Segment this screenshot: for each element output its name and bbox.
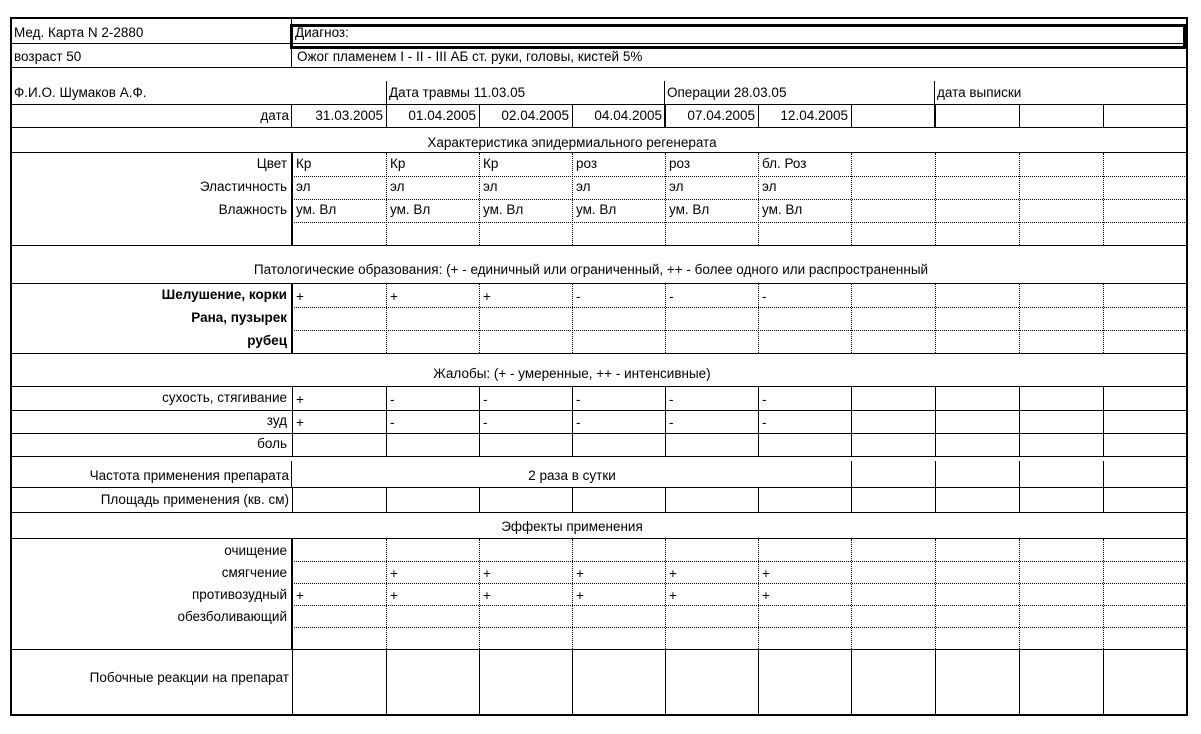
pathology-cell (576, 333, 663, 353)
column-rule (665, 387, 666, 456)
pathology-cell (762, 310, 849, 330)
complaints-row-label: сухость, стягивание (162, 390, 287, 405)
pathology-title: Патологические образования: (+ - единичный или ограниченный, ++ - более одного или распространенный (253, 262, 929, 277)
effects-cell (390, 630, 477, 650)
complaints-cell (669, 436, 756, 456)
effects-cell: + (390, 588, 398, 603)
column-rule (479, 649, 480, 715)
column-rule (665, 487, 666, 512)
regenerate-cell: роз (669, 156, 691, 171)
effects-row-label: смягчение (221, 565, 287, 580)
regenerate-cell (936, 154, 1018, 174)
complaints-cell: - (483, 392, 488, 407)
dotted-column-rule (479, 284, 480, 353)
column-rule (291, 539, 292, 649)
column-rule (851, 649, 852, 715)
side-effects-label: Побочные реакции на препарат (89, 670, 289, 685)
pathology-cell (483, 310, 570, 330)
complaints-cell: - (576, 392, 581, 407)
row-rule (11, 456, 1187, 457)
effects-cell (390, 608, 477, 628)
column-rule (479, 387, 480, 456)
regenerate-cell (1020, 223, 1102, 243)
column-rule (572, 487, 573, 512)
pathology-cell (939, 333, 1017, 353)
pathology-cell (390, 333, 477, 353)
column-rule (386, 487, 387, 512)
column-rule (1103, 487, 1104, 512)
diagnosis-label: Диагноз: (295, 25, 349, 40)
regenerate-cell (1104, 177, 1186, 197)
effects-cell (939, 608, 1017, 628)
column-rule (292, 649, 293, 715)
complaints-cell (939, 436, 1017, 456)
complaints-cell: + (296, 392, 304, 407)
pathology-cell: + (483, 289, 491, 304)
effects-cell: + (390, 566, 398, 581)
dotted-column-rule (1019, 539, 1020, 649)
effects-cell (483, 630, 570, 650)
date-cell: 02.04.2005 (501, 108, 569, 123)
pathology-cell (669, 333, 756, 353)
date-cell (1019, 106, 1103, 126)
column-rule (758, 487, 759, 512)
regenerate-cell (936, 200, 1018, 220)
column-rule (851, 387, 852, 456)
effects-cell (1107, 630, 1185, 650)
regenerate-cell (1020, 177, 1102, 197)
regenerate-cell: бл. Роз (762, 156, 807, 171)
complaints-cell: - (390, 392, 395, 407)
effects-cell (1023, 630, 1101, 650)
dotted-column-rule (851, 284, 852, 353)
row-rule (11, 43, 1187, 44)
pathology-row-label: Шелушение, корки (161, 287, 287, 302)
dotted-column-rule (1019, 284, 1020, 353)
pathology-row-label: Рана, пузырек (191, 310, 287, 325)
row-rule (11, 487, 1187, 488)
effects-cell (855, 564, 933, 584)
pathology-cell: + (390, 289, 398, 304)
regenerate-row-label: Влажность (218, 202, 287, 217)
effects-cell (669, 608, 756, 628)
column-rule (851, 487, 852, 512)
effects-cell (296, 608, 384, 628)
row-rule (11, 538, 1187, 539)
row-rule (11, 386, 1187, 387)
complaints-cell (1107, 436, 1185, 456)
complaints-cell (1107, 413, 1185, 433)
regenerate-cell (936, 223, 1018, 243)
pathology-cell (1023, 287, 1101, 307)
column-rule (1019, 387, 1020, 456)
row-rule (11, 283, 1187, 284)
date-cell (935, 106, 1019, 126)
dotted-column-rule (935, 539, 936, 649)
complaints-cell: - (483, 415, 488, 430)
complaints-cell: - (669, 392, 674, 407)
pathology-row-label: рубец (247, 333, 287, 348)
effects-cell (855, 542, 933, 562)
operation-date: Операции 28.03.05 (667, 85, 787, 100)
regenerate-cell (852, 200, 934, 220)
complaints-cell: + (296, 415, 304, 430)
dotted-column-rule (758, 539, 759, 649)
column-rule (758, 649, 759, 715)
pathology-cell (939, 310, 1017, 330)
complaints-cell (855, 390, 933, 410)
patient-age: возраст 50 (14, 49, 82, 64)
effects-cell (576, 542, 663, 562)
regenerate-cell (852, 154, 934, 174)
column-rule (292, 387, 293, 456)
effects-cell (1107, 564, 1185, 584)
patient-name: Ф.И.О. Шумаков А.Ф. (14, 85, 147, 100)
column-rule (572, 649, 573, 715)
complaints-cell (1023, 436, 1101, 456)
date-cell: 12.04.2005 (780, 108, 848, 123)
regenerate-row-label: Эластичность (199, 179, 287, 194)
regenerate-cell: Кр (296, 156, 312, 171)
complaints-title: Жалобы: (+ - умеренные, ++ - интенсивные) (433, 366, 711, 381)
regenerate-cell: эл (296, 179, 311, 194)
regenerate-cell: ум. Вл (296, 202, 337, 217)
column-rule (386, 387, 387, 456)
pathology-cell (1023, 310, 1101, 330)
row-rule (11, 245, 1187, 246)
date-cell: 04.04.2005 (594, 108, 662, 123)
effects-cell: + (762, 588, 770, 603)
column-rule (935, 649, 936, 715)
regenerate-cell: роз (576, 156, 598, 171)
complaints-cell (1107, 390, 1185, 410)
injury-date: Дата травмы 11.03.05 (389, 85, 526, 100)
pathology-cell (1023, 333, 1101, 353)
effects-title: Эффекты применения (501, 519, 643, 534)
regenerate-cell: Кр (390, 156, 406, 171)
row-rule (11, 104, 1187, 105)
column-rule (479, 487, 480, 512)
complaints-cell (855, 413, 933, 433)
effects-cell (483, 542, 570, 562)
dotted-column-rule (386, 539, 387, 649)
effects-cell: + (483, 588, 491, 603)
effects-cell (390, 542, 477, 562)
frequency-label: Частота применения препарата (89, 468, 289, 483)
effects-cell: + (296, 588, 304, 603)
date-cell (851, 106, 935, 126)
frequency-value: 2 раза в сутки (528, 468, 616, 483)
dotted-column-rule (935, 284, 936, 353)
effects-cell (855, 586, 933, 606)
pathology-cell (296, 310, 384, 330)
regenerate-cell: эл (390, 179, 405, 194)
regenerate-row-label (11, 223, 289, 243)
pathology-cell (939, 287, 1017, 307)
pathology-cell (669, 310, 756, 330)
regenerate-cell (666, 223, 757, 243)
column-rule (935, 487, 936, 512)
dotted-column-rule (572, 284, 573, 353)
complaints-cell (1023, 390, 1101, 410)
regenerate-cell: ум. Вл (669, 202, 710, 217)
effects-cell: + (483, 566, 491, 581)
effects-cell: + (669, 588, 677, 603)
regenerate-cell (1104, 223, 1186, 243)
effects-cell (1107, 608, 1185, 628)
regenerate-cell: Кр (483, 156, 499, 171)
diagnosis-text: Ожог пламенем I - II - III АБ ст. руки, головы, кистей 5% (297, 49, 643, 64)
regenerate-cell (1104, 154, 1186, 174)
column-rule (935, 387, 936, 456)
complaints-cell (939, 413, 1017, 433)
effects-cell (576, 630, 663, 650)
pathology-cell: - (576, 289, 581, 304)
effects-cell (1023, 608, 1101, 628)
regenerate-cell: эл (762, 179, 777, 194)
row-rule (11, 67, 1187, 68)
effects-cell (296, 564, 384, 584)
complaints-cell (939, 390, 1017, 410)
effects-cell (855, 630, 933, 650)
effects-cell: + (669, 566, 677, 581)
pathology-cell (1107, 287, 1185, 307)
effects-cell (762, 608, 849, 628)
column-rule (291, 284, 292, 353)
column-rule (292, 284, 293, 353)
effects-cell (669, 542, 756, 562)
column-rule (935, 461, 936, 487)
dotted-rule (292, 307, 1187, 308)
dotted-column-rule (386, 284, 387, 353)
effects-cell (1023, 564, 1101, 584)
regenerate-cell: ум. Вл (483, 202, 524, 217)
complaints-cell: - (762, 392, 767, 407)
row-rule (11, 512, 1187, 513)
effects-row-label: обезболивающий (177, 609, 287, 624)
complaints-cell (1023, 413, 1101, 433)
discharge-date-label: дата выписки (937, 85, 1022, 100)
dotted-column-rule (758, 284, 759, 353)
date-cell: 31.03.2005 (315, 108, 383, 123)
regenerate-cell: эл (483, 179, 498, 194)
pathology-cell (855, 287, 933, 307)
effects-cell (1023, 586, 1101, 606)
regenerate-cell (1104, 200, 1186, 220)
pathology-cell (762, 333, 849, 353)
column-rule (291, 153, 292, 245)
dotted-column-rule (665, 284, 666, 353)
regenerate-cell: ум. Вл (390, 202, 431, 217)
effects-cell: + (762, 566, 770, 581)
regenerate-cell: ум. Вл (762, 202, 803, 217)
complaints-cell (296, 436, 384, 456)
complaints-cell: - (576, 415, 581, 430)
pathology-cell (483, 333, 570, 353)
complaints-cell: - (390, 415, 395, 430)
effects-cell (1023, 542, 1101, 562)
complaints-cell (390, 436, 477, 456)
dotted-column-rule (665, 539, 666, 649)
regenerate-cell (1020, 200, 1102, 220)
card-number: Мед. Карта N 2-2880 (14, 25, 144, 40)
effects-cell (483, 608, 570, 628)
column-rule (665, 649, 666, 715)
effects-cell (1107, 542, 1185, 562)
effects-cell (296, 542, 384, 562)
pathology-cell (296, 333, 384, 353)
regenerate-cell (480, 223, 571, 243)
complaints-cell: - (669, 415, 674, 430)
date-cell: 01.04.2005 (408, 108, 476, 123)
dotted-column-rule (851, 539, 852, 649)
effects-cell (939, 630, 1017, 650)
column-rule (1103, 649, 1104, 715)
regenerate-cell (852, 223, 934, 243)
complaints-cell (762, 436, 849, 456)
regenerate-title: Характеристика эпидермиального регенерата (427, 135, 717, 150)
column-rule (292, 539, 293, 649)
complaints-cell (483, 436, 570, 456)
dotted-column-rule (1103, 284, 1104, 353)
pathology-cell: - (762, 289, 767, 304)
date-cell: 07.04.2005 (687, 108, 755, 123)
row-rule (11, 127, 1187, 128)
effects-row-label: противозудный (191, 587, 287, 602)
pathology-cell (576, 310, 663, 330)
complaints-row-label: зуд (266, 413, 287, 428)
complaints-cell (855, 436, 933, 456)
pathology-cell: - (669, 289, 674, 304)
dotted-column-rule (1103, 539, 1104, 649)
effects-cell (762, 542, 849, 562)
dotted-column-rule (572, 539, 573, 649)
pathology-cell (1107, 333, 1185, 353)
regenerate-cell: эл (576, 179, 591, 194)
pathology-cell (390, 310, 477, 330)
regenerate-cell (387, 223, 478, 243)
effects-cell (296, 630, 384, 650)
regenerate-cell (936, 177, 1018, 197)
pathology-cell (855, 310, 933, 330)
effects-row-label (11, 629, 289, 649)
regenerate-cell (852, 177, 934, 197)
complaints-cell (576, 436, 663, 456)
effects-cell: + (576, 588, 584, 603)
regenerate-cell (1020, 154, 1102, 174)
date-cell (1103, 106, 1187, 126)
dotted-rule (292, 330, 1187, 331)
column-rule (386, 649, 387, 715)
effects-cell (576, 608, 663, 628)
effects-cell: + (576, 566, 584, 581)
effects-cell (669, 630, 756, 650)
column-rule (1019, 461, 1020, 487)
pathology-cell (1107, 310, 1185, 330)
effects-cell (939, 542, 1017, 562)
effects-cell (939, 586, 1017, 606)
column-rule (1103, 387, 1104, 456)
effects-cell (939, 564, 1017, 584)
pathology-cell (855, 333, 933, 353)
regenerate-row-label: Цвет (256, 156, 287, 171)
date-row-label: дата (260, 108, 289, 123)
effects-cell (855, 608, 933, 628)
regenerate-cell (293, 223, 385, 243)
column-rule (1019, 487, 1020, 512)
column-rule (292, 487, 293, 512)
pathology-cell: + (296, 289, 304, 304)
regenerate-cell: ум. Вл (576, 202, 617, 217)
effects-row-label: очищение (224, 543, 287, 558)
column-rule (1103, 461, 1104, 487)
column-rule (1019, 649, 1020, 715)
area-label: Площадь применения (кв. см) (100, 492, 289, 507)
complaints-row-label: боль (257, 436, 287, 451)
column-rule (758, 387, 759, 456)
complaints-cell: - (762, 415, 767, 430)
dotted-column-rule (479, 539, 480, 649)
effects-cell (1107, 586, 1185, 606)
row-rule (11, 353, 1187, 354)
column-rule (572, 387, 573, 456)
regenerate-cell (573, 223, 664, 243)
regenerate-cell (759, 223, 850, 243)
regenerate-cell: эл (669, 179, 684, 194)
effects-cell (762, 630, 849, 650)
